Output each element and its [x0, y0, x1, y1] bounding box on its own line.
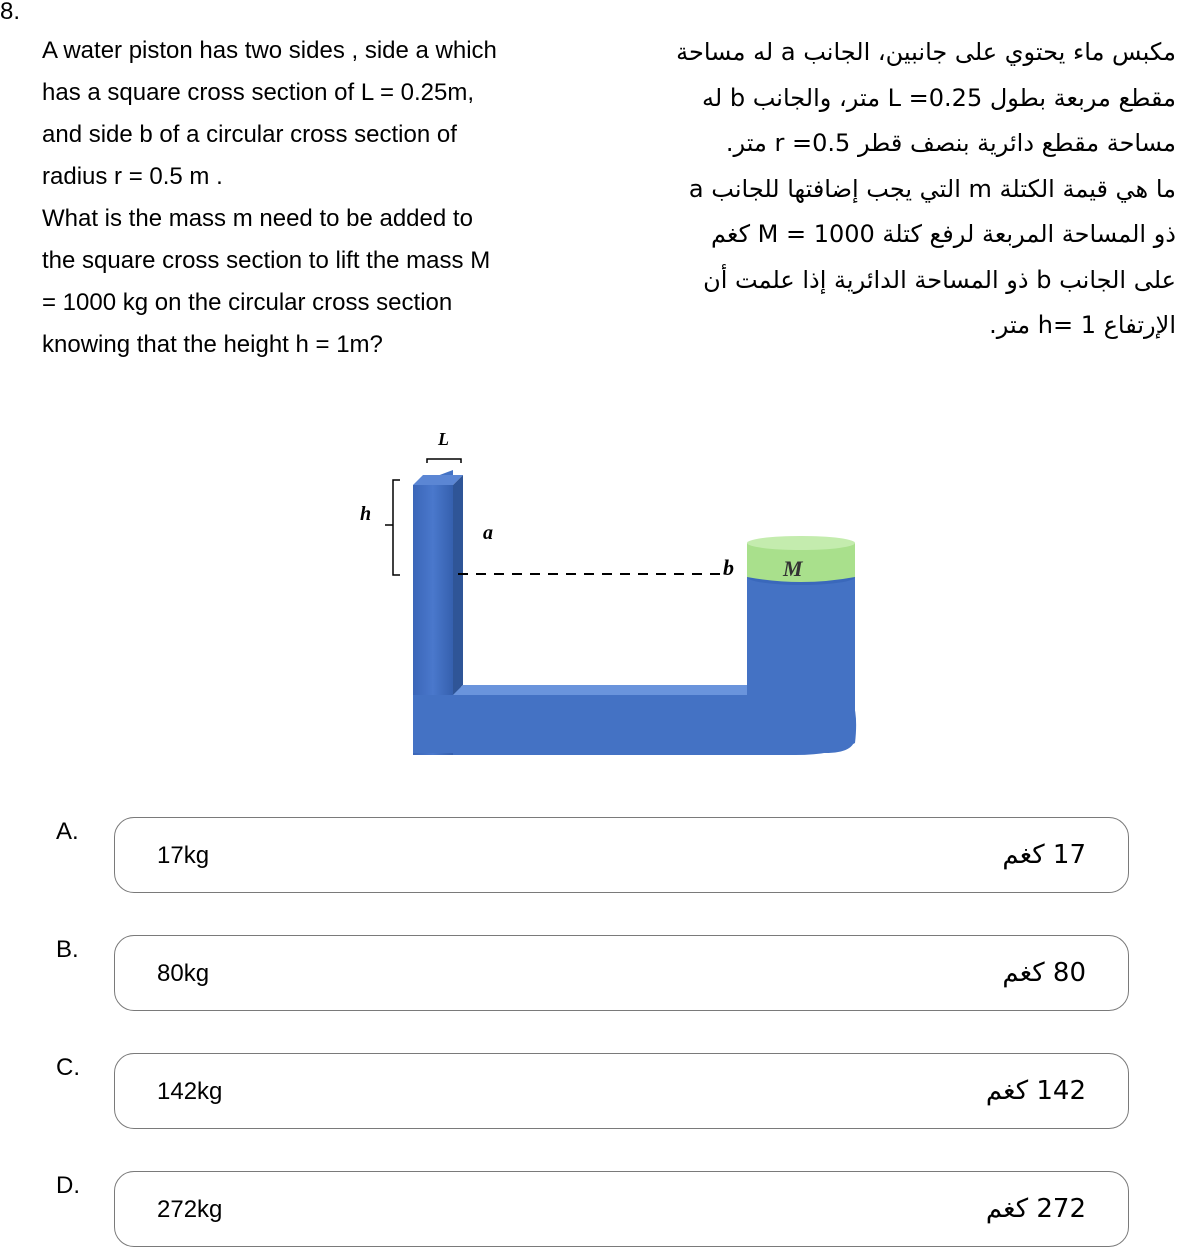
option-b-english: 80kg	[157, 960, 210, 987]
option-c-english: 142kg	[157, 1078, 223, 1105]
option-a-letter: A.	[56, 818, 79, 845]
arabic-line: مساحة مقطع دائرية بنصف قطر r =0.5 متر.	[725, 129, 1176, 157]
bottom-inner-edge	[453, 685, 747, 695]
question-text-english	[42, 30, 602, 366]
L-bracket	[427, 459, 461, 463]
option-c[interactable]	[114, 1053, 1129, 1129]
option-d-letter: D.	[56, 1172, 80, 1199]
english-line: radius r = 0.5 m .	[42, 163, 223, 190]
english-line: the square cross section to lift the mass M	[42, 247, 491, 274]
arabic-line: مكبس ماء يحتوي على جانبين، الجانب a له مساحة	[676, 38, 1176, 66]
option-b-arabic: 80 كغم	[1002, 958, 1086, 988]
option-a[interactable]	[114, 817, 1129, 893]
option-b[interactable]	[114, 935, 1129, 1011]
mass-top	[747, 536, 855, 550]
option-d[interactable]	[114, 1171, 1129, 1247]
label-a: a	[483, 522, 493, 544]
english-line: What is the mass m need to be added to	[42, 205, 473, 232]
question-text-arabic	[636, 30, 1176, 349]
option-c-arabic: 142 كغم	[985, 1076, 1086, 1106]
bottom-channel	[413, 695, 748, 753]
question-number: 8.	[0, 0, 21, 25]
label-L: L	[438, 429, 449, 449]
english-line: and side b of a circular cross section of	[42, 121, 457, 148]
option-d-arabic: 272 كغم	[985, 1194, 1086, 1224]
arabic-line: الإرتفاع h= 1 متر.	[989, 311, 1176, 339]
mass-label: M	[783, 556, 803, 581]
arabic-line: ما هي قيمة الكتلة m التي يجب إضافتها للجانب a	[688, 174, 1176, 203]
english-line: = 1000 kg on the circular cross section	[42, 289, 453, 316]
label-h: h	[360, 503, 372, 525]
arabic-line: ذو المساحة المربعة لرفع كتلة M = 1000 كغم	[711, 220, 1176, 248]
right-cylinder	[747, 577, 855, 753]
h-bracket	[385, 480, 400, 575]
arabic-line: على الجانب b ذو المساحة الدائرية إذا علمت أن	[703, 265, 1176, 294]
piston-diagram	[355, 425, 875, 765]
option-a-arabic: 17 كغم	[1002, 840, 1086, 870]
arabic-line: مقطع مربعة بطول L =0.25 متر، والجانب b له	[702, 83, 1176, 112]
english-line: A water piston has two sides , side a which	[42, 37, 497, 64]
option-b-letter: B.	[56, 936, 79, 963]
english-line: knowing that the height h = 1m?	[42, 331, 383, 358]
option-c-letter: C.	[56, 1054, 80, 1081]
option-d-english: 272kg	[157, 1196, 223, 1223]
label-b: b	[723, 555, 734, 580]
left-column-side	[453, 475, 463, 695]
english-line: has a square cross section of L = 0.25m,	[42, 79, 475, 106]
option-a-english: 17kg	[157, 842, 210, 869]
